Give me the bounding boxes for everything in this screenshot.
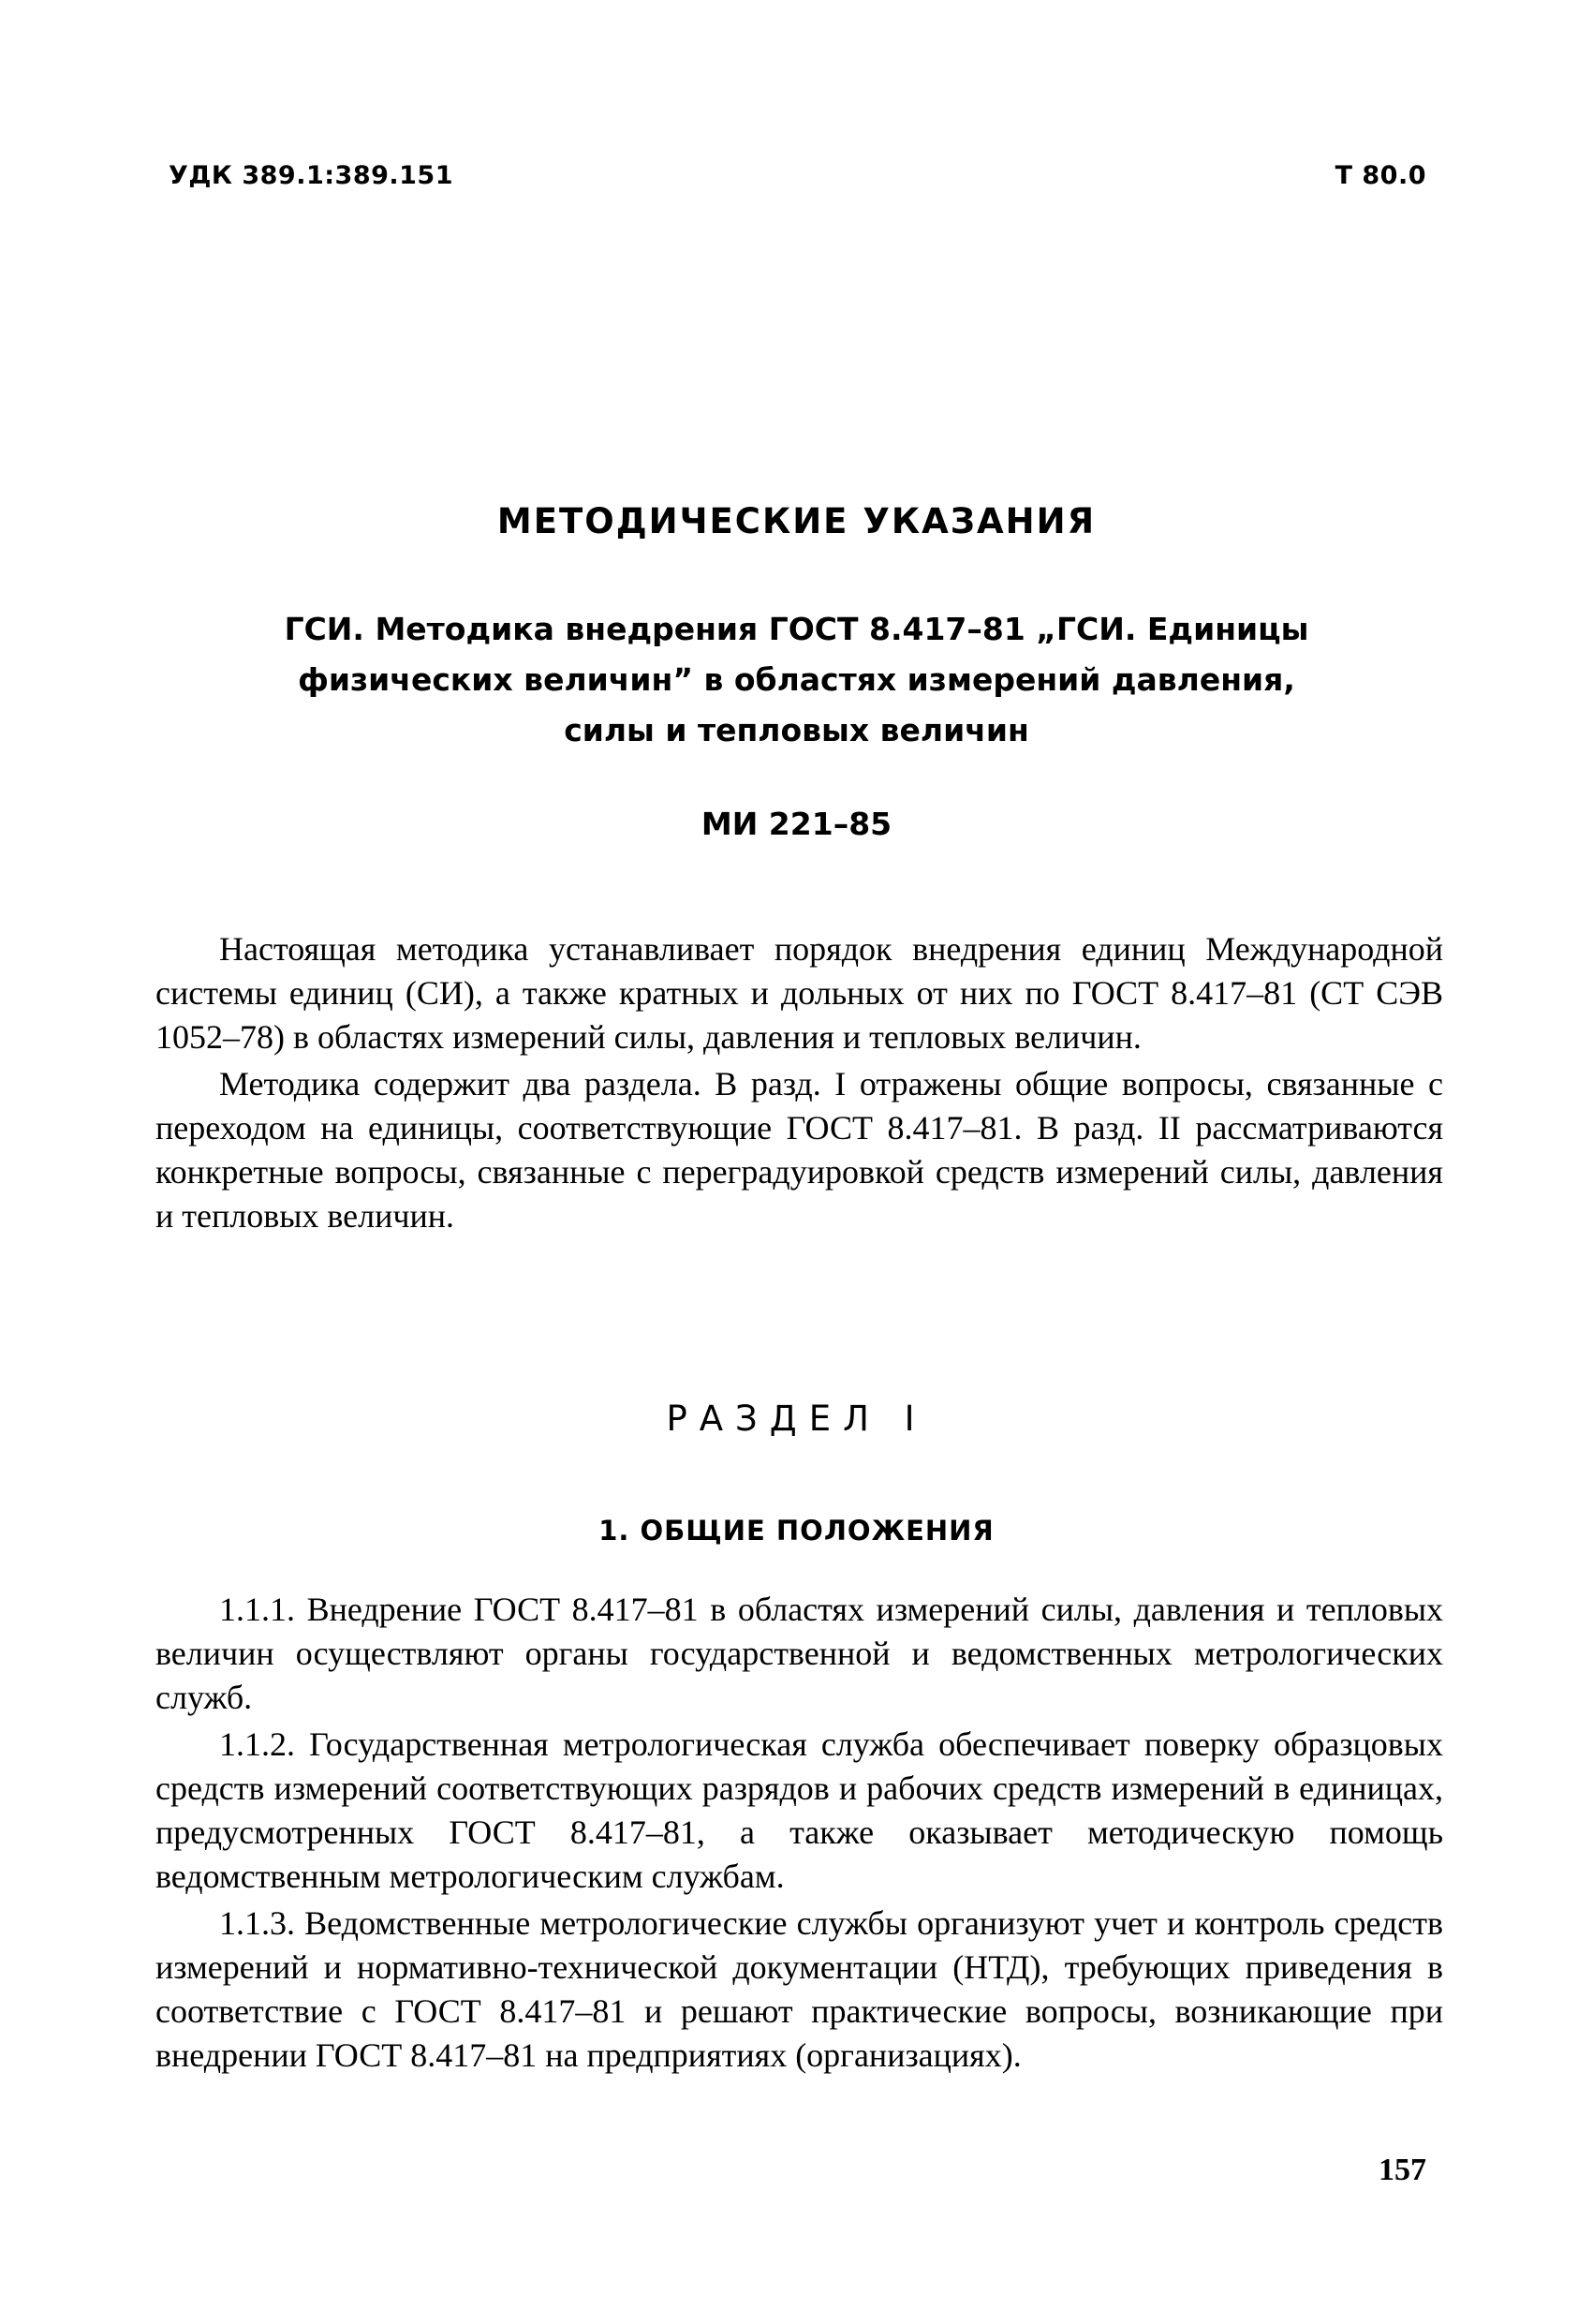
document-title-line: силы и тепловых величин [564, 712, 1029, 748]
clause-paragraph: 1.1.2. Государственная метрологическая служба обеспечивает поверку образцовых средств измерений соответствующих разрядов и рабочих средств измерений в единицах, предусмотренных ГОСТ 8.417–81, а также оказывает методическую помощь ведомственным метрологическим службам. [155, 1725, 1443, 1895]
document-type: МЕТОДИЧЕСКИЕ УКАЗАНИЯ [496, 501, 1097, 541]
document-title [150, 604, 1443, 756]
document-title-line: физических величин” в областях измерений давления, [298, 661, 1295, 698]
classification-code: Т 80.0 [1335, 161, 1426, 190]
intro-paragraph: Методика содержит два раздела. В разд. I отражены общие вопросы, связанные с переходом на единицы, соответствующие ГОСТ 8.417–81. В разд. II рассматриваются конкретные вопросы, связанные с переградуировкой средств измерений силы, давления и тепловых величин. [155, 1065, 1443, 1235]
udk-code: УДК 389.1:389.151 [169, 161, 454, 190]
clauses-text [155, 1588, 1443, 2080]
document-code: МИ 221–85 [701, 806, 892, 842]
page-number: 157 [1379, 2153, 1426, 2187]
intro-paragraph: Настоящая методика устанавливает порядок внедрения единиц Международной системы единиц (СИ), а также кратных и дольных от них по ГОСТ 8.417–81 (СТ СЭВ 1052–78) в областях измерений силы, давления и тепловых величин. [155, 930, 1443, 1056]
intro-text [155, 927, 1443, 1241]
section-heading: РАЗДЕЛ I [666, 1399, 927, 1439]
clause-paragraph: 1.1.1. Внедрение ГОСТ 8.417–81 в областях измерений силы, давления и тепловых величин осуществляют органы государственной и ведомственных метрологических служб. [155, 1591, 1443, 1716]
clause-paragraph: 1.1.3. Ведомственные метрологические службы организуют учет и контроль средств измерений и нормативно-технической документации (НТД), требующих приведения в соответствие с ГОСТ 8.417–81 и решают практические вопросы, возникающие при внедрении ГОСТ 8.417–81 на предприятиях (организациях). [155, 1904, 1443, 2074]
document-title-line: ГСИ. Методика внедрения ГОСТ 8.417–81 „ГСИ. Единицы [284, 611, 1309, 647]
subsection-heading: 1. ОБЩИЕ ПОЛОЖЕНИЯ [598, 1515, 995, 1547]
